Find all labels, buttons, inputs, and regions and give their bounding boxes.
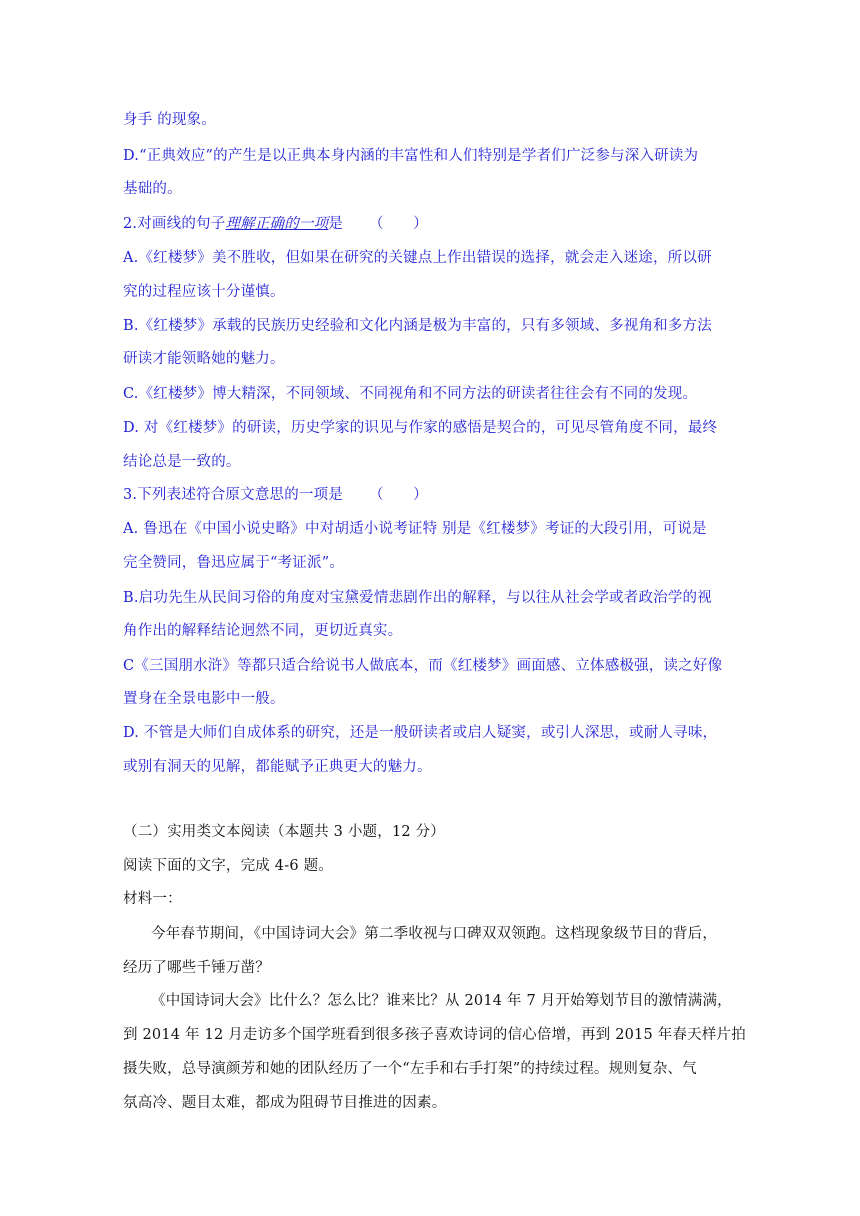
paragraph-line: 经历了哪些千锤万凿？ — [123, 960, 270, 976]
text-line: 身手 的现象。 — [123, 112, 217, 128]
paragraph-line: 到 2014 年 12 月走访多个国学班看到很多孩子喜欢诗词的信心倍增，再到 2015 年春天样片拍 — [123, 1027, 746, 1043]
text-line: 角作出的解释结论迥然不同，更切近真实。 — [123, 623, 403, 639]
question-2-underlined: 理解正确的一项 — [225, 216, 329, 232]
question-3 — [123, 485, 763, 505]
option-a-q2: A.《红楼梦》美不胜收，但如果在研究的关键点上作出错误的选择，就会走入迷途，所以研 — [123, 250, 712, 266]
answer-blank: （ ） — [369, 216, 428, 232]
question-2 — [123, 214, 763, 234]
instruction-text: 阅读下面的文字，完成 4-6 题。 — [123, 858, 333, 874]
paragraph-line: 今年春节期间，《中国诗词大会》第二季收视与口碑双双领跑。这档现象级节目的背后， — [151, 926, 718, 942]
option-b-q3: B.启功先生从民间习俗的角度对宝黛爱情悲剧作出的解释，与以往从社会学或者政治学的视 — [123, 590, 712, 606]
text-line: 完全赞同，鲁迅应属于“考证派”。 — [123, 555, 345, 571]
answer-blank: （ ） — [369, 487, 428, 503]
option-b-q2: B.《红楼梦》承载的民族历史经验和文化内涵是极为丰富的，只有多领域、多视角和多方法 — [123, 318, 712, 334]
question-2-suffix: 是 — [328, 216, 344, 232]
question-2-prefix: 2.对画线的句子 — [123, 216, 226, 232]
paragraph-line: 《中国诗词大会》比什么？怎么比？谁来比？从 2014 年 7 月开始筹划节目的激情满满， — [151, 993, 732, 1009]
option-d-q2: D. 对《红楼梦》的研读，历史学家的识见与作家的感悟是契合的，可见尽管角度不同，最终 — [123, 420, 718, 436]
text-line: 研读才能领略她的魅力。 — [123, 351, 285, 367]
text-line: 或别有洞天的见解，都能赋予正典更大的魅力。 — [123, 759, 432, 775]
section-heading: （二）实用类文本阅读（本题共 3 小题，12 分） — [123, 824, 446, 840]
option-c-q3: C《三国朋水浒》等都只适合给说书人做底本，而《红楼梦》画面感、立体感极强，读之好像 — [123, 658, 723, 674]
paragraph-line: 摄失败，总导演颜芳和她的团队经历了一个“左手和右手打架”的持续过程。规则复杂、气 — [123, 1061, 697, 1077]
question-3-text: 3.下列表述符合原文意思的一项是 — [123, 487, 344, 503]
option-a-q3: A. 鲁迅在《中国小说史略》中对胡适小说考证特 别是《红楼梦》考证的大段引用，可说是 — [123, 521, 707, 537]
text-line: 基础的。 — [123, 181, 182, 197]
option-c-q2: C.《红楼梦》博大精深，不同领域、不同视角和不同方法的研读者往往会有不同的发现。 — [123, 386, 698, 402]
option-d-q3: D. 不管是大师们自成体系的研究，还是一般研读者或启人疑窦，或引人深思，或耐人寻味， — [123, 725, 718, 741]
material-label: 材料一： — [123, 891, 182, 907]
text-line: 究的过程应该十分谨慎。 — [123, 284, 285, 300]
text-line: 结论总是一致的。 — [123, 454, 241, 470]
text-line: 置身在全景电影中一般。 — [123, 691, 285, 707]
paragraph-line: 氛高冷、题目太难，都成为阻碍节目推进的因素。 — [123, 1095, 447, 1111]
option-d-q1: D.“正典效应”的产生是以正典本身内涵的丰富性和人们特别是学者们广泛参与深入研读为 — [123, 148, 699, 164]
